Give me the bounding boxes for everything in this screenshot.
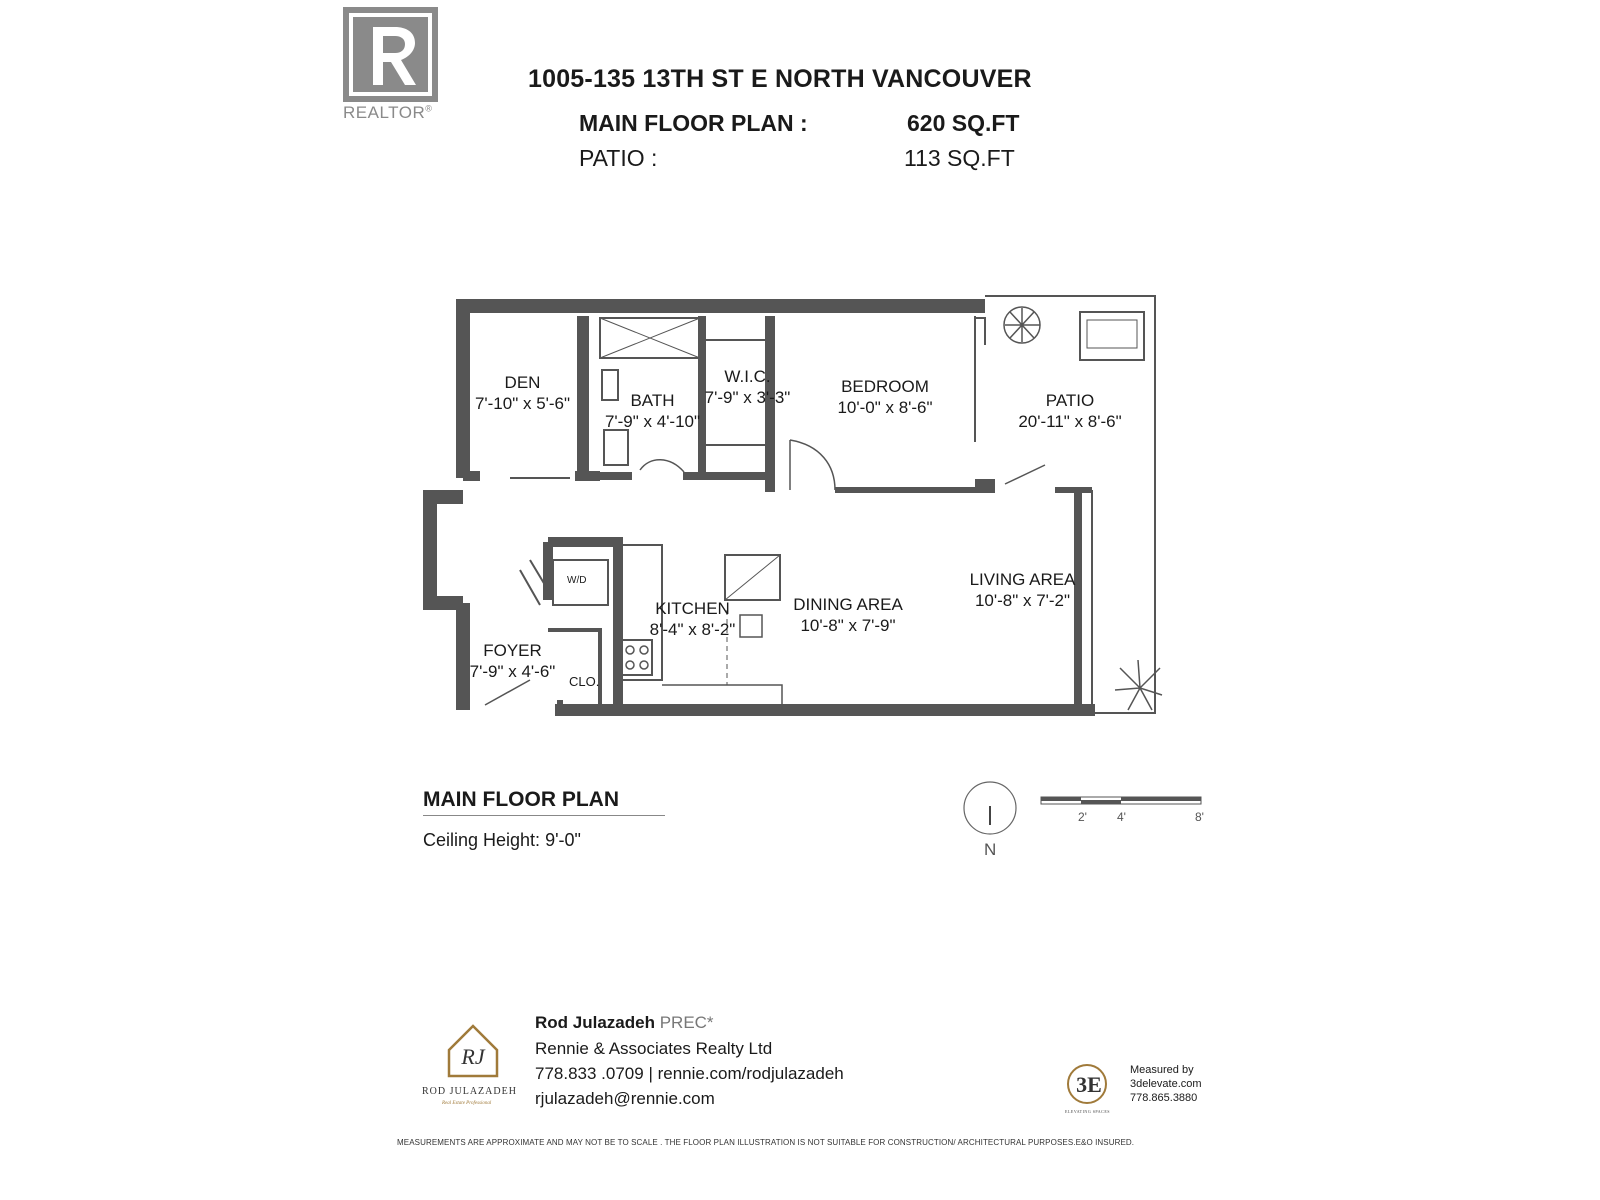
agent-email[interactable]: rjulazadeh@rennie.com (535, 1089, 715, 1108)
foyer-door (485, 680, 530, 705)
stove (622, 640, 652, 675)
room-den-name: DEN (504, 373, 541, 392)
scale-tick-8: 8' (1195, 810, 1204, 824)
measurer-logo (1065, 1062, 1115, 1118)
vanity (604, 430, 628, 465)
patio-bbq (1080, 312, 1144, 360)
agent-phone-web[interactable]: 778.833 .0709 | rennie.com/rodjulazadeh (535, 1064, 844, 1083)
measurer-logo-letters: 3E (1076, 1072, 1102, 1097)
measurer-info (1130, 1063, 1202, 1105)
room-bath-name: BATH (630, 391, 675, 410)
patio-plant-top (1004, 307, 1040, 343)
main-floor-label: MAIN FLOOR PLAN : (579, 110, 808, 136)
agent-logo-caption: ROD JULAZADEH (422, 1086, 517, 1097)
measurer-logo-caption: ELEVATING SPACES (1065, 1109, 1111, 1114)
room-living-name: LIVING AREA (969, 570, 1076, 589)
room-dining-size: 10'-8" x 7'-9" (800, 616, 896, 635)
room-kitchen (635, 598, 750, 640)
scale-tick-4: 4' (1117, 810, 1126, 824)
scale-tick-2: 2' (1078, 810, 1087, 824)
agent-designation: PREC* (659, 1013, 714, 1032)
room-dining (783, 594, 913, 636)
property-address: 1005-135 13TH ST E NORTH VANCOUVER (528, 65, 1032, 93)
agent-logo-initials: RJ (461, 1044, 485, 1069)
ceiling-height: Ceiling Height: 9'-0" (423, 830, 581, 850)
room-dining-name: DINING AREA (793, 595, 903, 614)
registered-mark: ® (425, 103, 433, 114)
room-bedroom-size: 10'-0" x 8'-6" (837, 398, 933, 417)
room-foyer (465, 640, 560, 682)
agent-name: Rod Julazadeh (535, 1013, 655, 1032)
agent-house-icon (443, 1020, 503, 1080)
room-kitchen-size: 8'-4" x 8'-2" (649, 620, 736, 639)
room-kitchen-name: KITCHEN (655, 599, 730, 618)
north-label: N (984, 840, 997, 859)
bath-door (640, 460, 684, 472)
room-den-size: 7'-10" x 5'-6" (474, 394, 571, 413)
plan-title: MAIN FLOOR PLAN (423, 788, 619, 811)
agent-logo-subcaption: Real Estate Professional (442, 1101, 492, 1106)
room-bedroom (820, 376, 950, 418)
patio-outline (985, 296, 1155, 713)
scale-bar (1040, 796, 1205, 810)
north-arrow-icon (962, 780, 1018, 836)
disclaimer: MEASUREMENTS ARE APPROXIMATE AND MAY NOT BE TO SCALE . THE FLOOR PLAN ILLUSTRATION IS NOT SUITABLE FOR CONSTRUCTION/ ARCHITECTURAL PURPOSES.E&O INSURED. (397, 1138, 1135, 1147)
measurer-logo-icon (1065, 1062, 1113, 1106)
room-patio-size: 20'-11" x 8'-6" (1018, 412, 1122, 431)
room-foyer-name: FOYER (483, 641, 542, 660)
main-floor-area: 620 SQ.FT (907, 110, 1020, 136)
room-bedroom-name: BEDROOM (841, 377, 929, 396)
room-wic (700, 366, 795, 408)
patio-door (1005, 465, 1045, 484)
room-living-size: 10'-8" x 7'-2" (974, 591, 1071, 610)
outer-wall-bump (430, 497, 463, 603)
room-living (955, 569, 1090, 611)
measurer-line1: Measured by (1130, 1064, 1194, 1076)
room-foyer-size: 7'-9" x 4'-6" (469, 662, 556, 681)
washer-dryer-label: W/D (567, 575, 587, 586)
agent-name-line (535, 1013, 714, 1033)
room-wic-name: W.I.C. (724, 367, 771, 386)
patio-label: PATIO : (579, 145, 658, 171)
room-bath (600, 390, 705, 432)
room-den (465, 372, 580, 414)
room-patio-name: PATIO (1045, 391, 1095, 410)
room-closet-label: CLO. (569, 674, 600, 689)
room-patio (1005, 390, 1135, 432)
agent-logo (418, 1020, 528, 1110)
realtor-text: REALTOR (343, 103, 426, 122)
measurer-line2: 3delevate.com (1130, 1078, 1202, 1090)
measurer-line3: 778.865.3880 (1130, 1092, 1198, 1104)
patio-area: 113 SQ.FT (904, 145, 1015, 171)
room-wic-size: 7'-9" x 3'-3" (704, 388, 791, 407)
plan-title-underline (423, 815, 665, 816)
room-bath-size: 7'-9" x 4'-10" (604, 412, 701, 431)
bedroom-door (790, 440, 835, 490)
agent-company: Rennie & Associates Realty Ltd (535, 1039, 773, 1058)
